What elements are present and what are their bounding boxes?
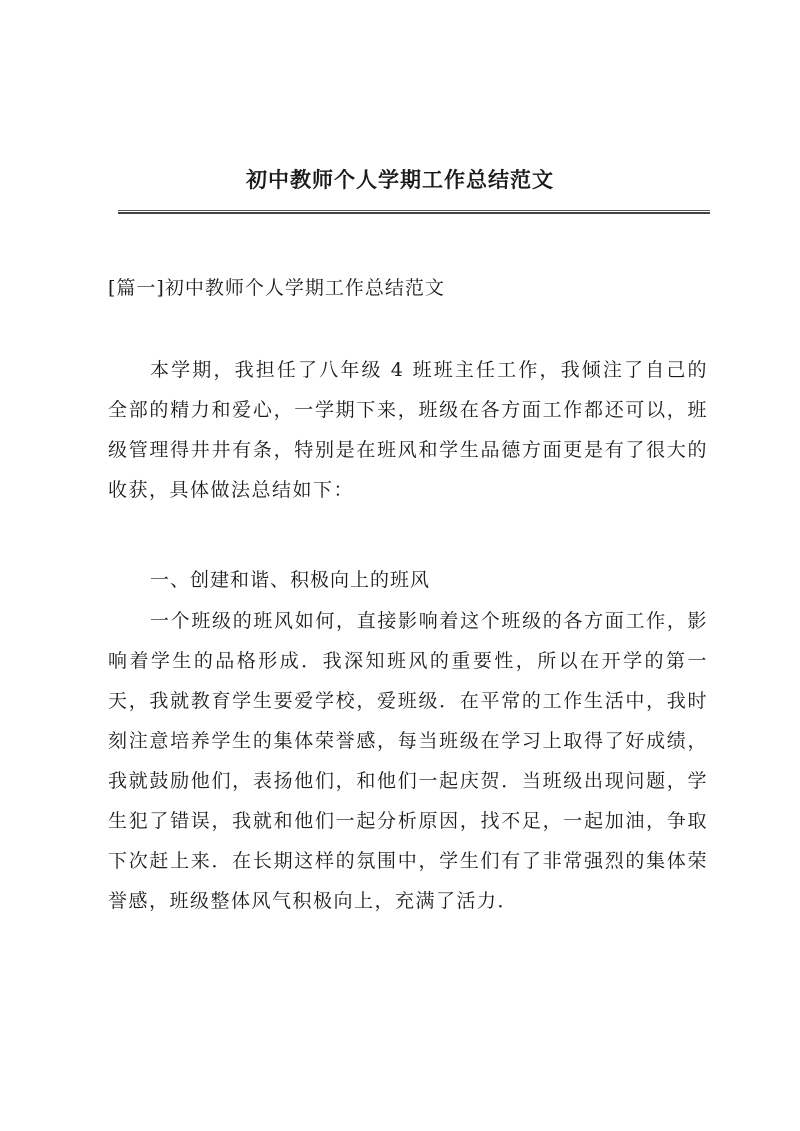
- title-divider: [118, 210, 710, 214]
- section-heading: 一、创建和谐、积极向上的班风: [150, 569, 431, 591]
- intro-paragraph: 本学期，我担任了八年级 4 班班主任工作，我倾注了自己的全部的精力和爱心，一学期下来，班级在各方面工作都还可以，班级管理得井井有条，特别是在班风和学生品德方面更是有了很大的收获，具体做法总结如下：: [108, 359, 708, 501]
- body-paragraph: 一个班级的班风如何，直接影响着这个班级的各方面工作，影响着学生的品格形成．我深知班风的重要性，所以在开学的第一天，我就教育学生要爱学校，爱班级．在平常的工作生活中，我时刻注意培养学生的集体荣誉感，每当班级在学习上取得了好成绩，我就鼓励他们，表扬他们，和他们一起庆贺．当班级出现问题，学生犯了错误，我就和他们一起分析原因，找不足，一起加油，争取下次赶上来．在长期这样的氛围中，学生们有了非常强烈的集体荣誉感，班级整体风气积极向上，充满了活力．: [108, 610, 708, 912]
- document-title: 初中教师个人学期工作总结范文: [246, 167, 554, 192]
- section-tag: [篇一]初中教师个人学期工作总结范文: [108, 277, 445, 299]
